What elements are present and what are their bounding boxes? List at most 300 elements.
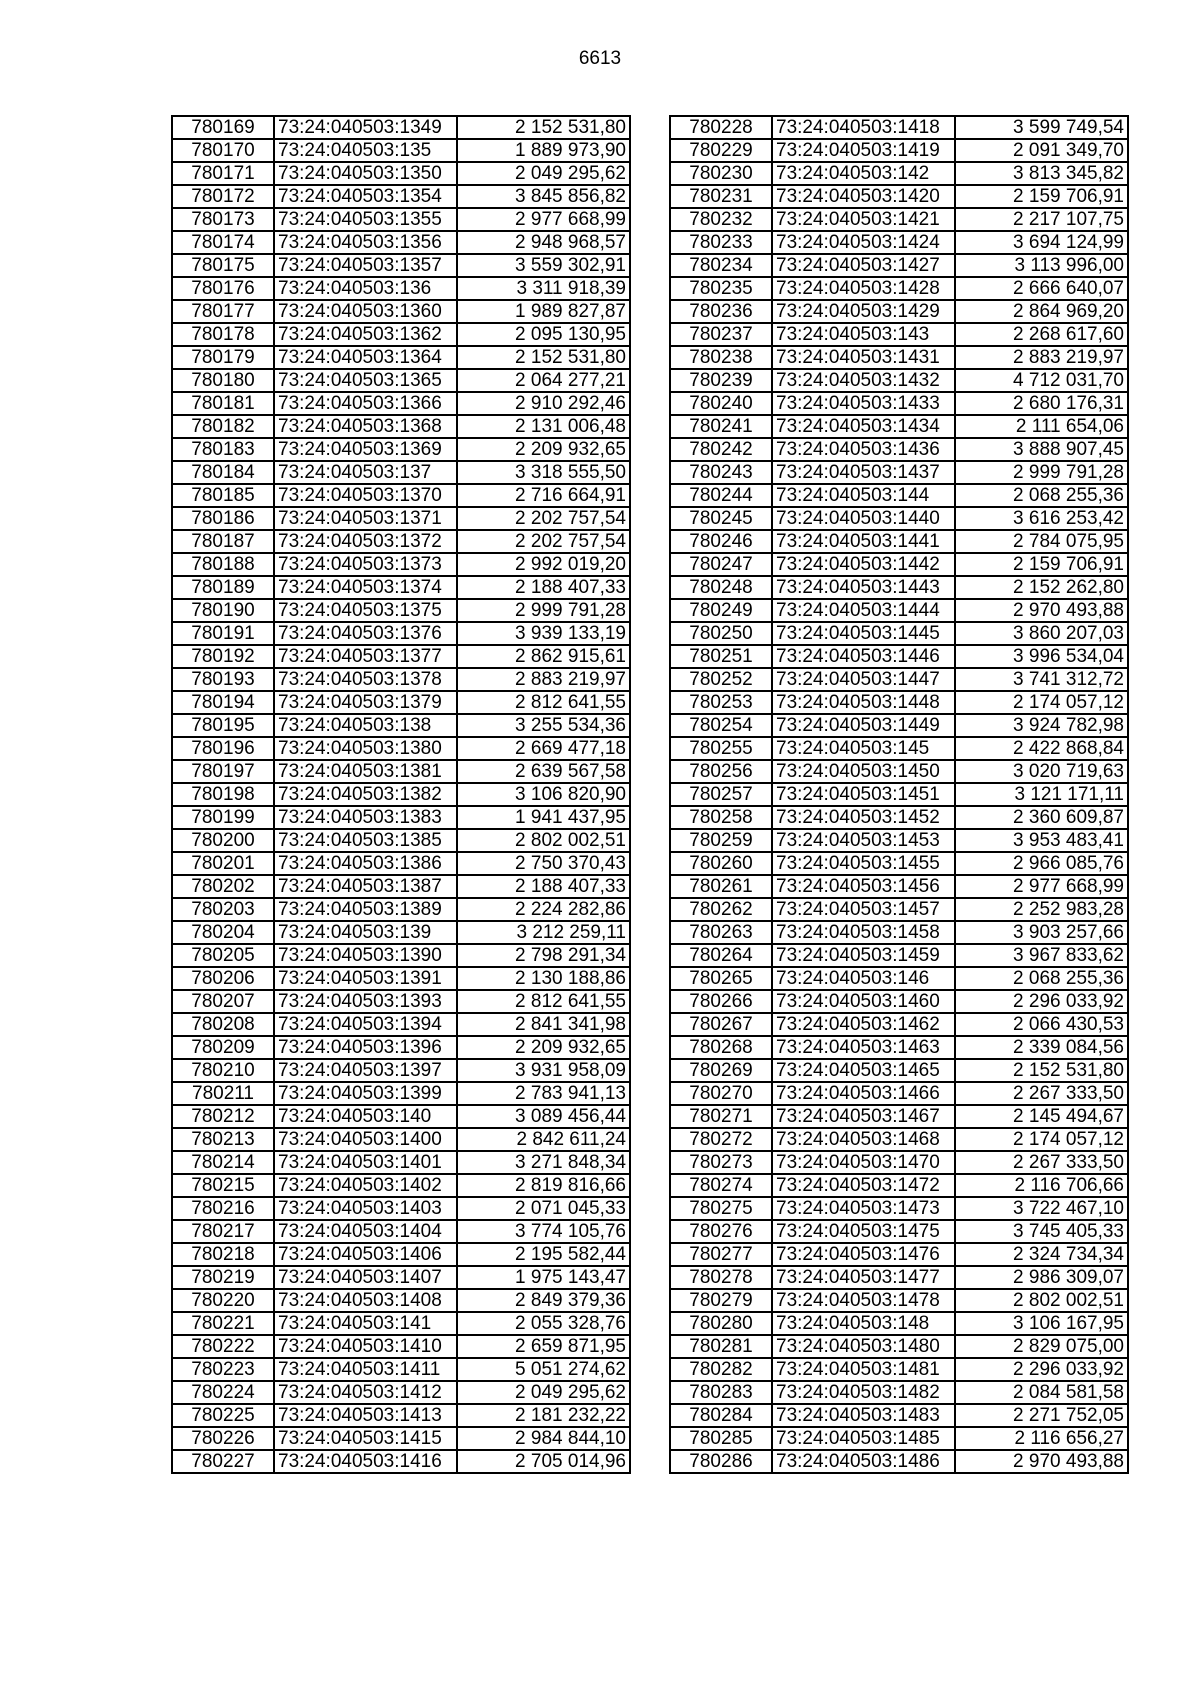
table-row (670, 1013, 1128, 1036)
table-row (670, 1266, 1128, 1289)
table-row (172, 346, 630, 369)
value-cell: 3 953 483,41 (955, 829, 1128, 852)
table-row (670, 415, 1128, 438)
table-row (670, 645, 1128, 668)
cadastral-number-cell: 73:24:040503:135 (274, 139, 457, 162)
cadastral-number-cell: 73:24:040503:1380 (274, 737, 457, 760)
cadastral-number-cell: 73:24:040503:137 (274, 461, 457, 484)
row-number-cell: 780179 (172, 346, 274, 369)
value-cell: 3 722 467,10 (955, 1197, 1128, 1220)
row-number-cell: 780235 (670, 277, 772, 300)
cadastral-number-cell: 73:24:040503:1455 (772, 852, 955, 875)
row-number-cell: 780216 (172, 1197, 274, 1220)
table-row (670, 1427, 1128, 1450)
row-number-cell: 780182 (172, 415, 274, 438)
value-cell: 2 188 407,33 (457, 875, 630, 898)
value-cell: 2 999 791,28 (457, 599, 630, 622)
row-number-cell: 780285 (670, 1427, 772, 1450)
row-number-cell: 780202 (172, 875, 274, 898)
value-cell: 2 296 033,92 (955, 1358, 1128, 1381)
cadastral-number-cell: 73:24:040503:1368 (274, 415, 457, 438)
cadastral-number-cell: 73:24:040503:1459 (772, 944, 955, 967)
value-cell: 3 931 958,09 (457, 1059, 630, 1082)
value-cell: 3 996 534,04 (955, 645, 1128, 668)
row-number-cell: 780231 (670, 185, 772, 208)
value-cell: 2 360 609,87 (955, 806, 1128, 829)
value-cell: 1 941 437,95 (457, 806, 630, 829)
value-cell: 2 130 188,86 (457, 967, 630, 990)
row-number-cell: 780270 (670, 1082, 772, 1105)
cadastral-number-cell: 73:24:040503:141 (274, 1312, 457, 1335)
cadastral-number-cell: 73:24:040503:1446 (772, 645, 955, 668)
value-cell: 2 209 932,65 (457, 1036, 630, 1059)
value-cell: 3 106 820,90 (457, 783, 630, 806)
cadastral-number-cell: 73:24:040503:1393 (274, 990, 457, 1013)
cadastral-number-cell: 73:24:040503:1456 (772, 875, 955, 898)
table-row (172, 1404, 630, 1427)
value-cell: 2 091 349,70 (955, 139, 1128, 162)
table-row (172, 1266, 630, 1289)
table-row (670, 829, 1128, 852)
value-cell: 3 121 171,11 (955, 783, 1128, 806)
value-cell: 2 152 262,80 (955, 576, 1128, 599)
row-number-cell: 780189 (172, 576, 274, 599)
row-number-cell: 780183 (172, 438, 274, 461)
cadastral-number-cell: 73:24:040503:1447 (772, 668, 955, 691)
value-cell: 2 883 219,97 (457, 668, 630, 691)
row-number-cell: 780257 (670, 783, 772, 806)
cadastral-number-cell: 73:24:040503:1436 (772, 438, 955, 461)
row-number-cell: 780265 (670, 967, 772, 990)
row-number-cell: 780211 (172, 1082, 274, 1105)
row-number-cell: 780229 (670, 139, 772, 162)
row-number-cell: 780220 (172, 1289, 274, 1312)
row-number-cell: 780192 (172, 645, 274, 668)
value-cell: 2 202 757,54 (457, 530, 630, 553)
row-number-cell: 780268 (670, 1036, 772, 1059)
row-number-cell: 780271 (670, 1105, 772, 1128)
cadastral-number-cell: 73:24:040503:1421 (772, 208, 955, 231)
cadastral-number-cell: 73:24:040503:1383 (274, 806, 457, 829)
row-number-cell: 780281 (670, 1335, 772, 1358)
table-row (670, 438, 1128, 461)
value-cell: 4 712 031,70 (955, 369, 1128, 392)
row-number-cell: 780286 (670, 1450, 772, 1473)
cadastral-number-cell: 73:24:040503:1434 (772, 415, 955, 438)
value-cell: 2 095 130,95 (457, 323, 630, 346)
cadastral-number-cell: 73:24:040503:1441 (772, 530, 955, 553)
value-cell: 2 271 752,05 (955, 1404, 1128, 1427)
row-number-cell: 780193 (172, 668, 274, 691)
table-row (670, 898, 1128, 921)
value-cell: 3 311 918,39 (457, 277, 630, 300)
table-row (670, 1151, 1128, 1174)
table-row (670, 277, 1128, 300)
value-cell: 2 188 407,33 (457, 576, 630, 599)
row-number-cell: 780233 (670, 231, 772, 254)
value-cell: 2 984 844,10 (457, 1427, 630, 1450)
row-number-cell: 780261 (670, 875, 772, 898)
value-cell: 2 145 494,67 (955, 1105, 1128, 1128)
value-cell: 2 152 531,80 (955, 1059, 1128, 1082)
value-cell: 2 152 531,80 (457, 346, 630, 369)
table-row (172, 921, 630, 944)
cadastral-number-cell: 73:24:040503:1466 (772, 1082, 955, 1105)
cadastral-number-cell: 73:24:040503:1411 (274, 1358, 457, 1381)
value-cell: 2 849 379,36 (457, 1289, 630, 1312)
cadastral-number-cell: 73:24:040503:1416 (274, 1450, 457, 1473)
table-row (670, 461, 1128, 484)
cadastral-number-cell: 73:24:040503:1385 (274, 829, 457, 852)
table-row (172, 829, 630, 852)
row-number-cell: 780201 (172, 852, 274, 875)
row-number-cell: 780176 (172, 277, 274, 300)
value-cell: 2 750 370,43 (457, 852, 630, 875)
table-row (172, 944, 630, 967)
table-row (670, 1381, 1128, 1404)
table-row (670, 714, 1128, 737)
row-number-cell: 780262 (670, 898, 772, 921)
value-cell: 2 068 255,36 (955, 967, 1128, 990)
table-row (172, 1059, 630, 1082)
table-row (670, 760, 1128, 783)
row-number-cell: 780222 (172, 1335, 274, 1358)
value-cell: 2 195 582,44 (457, 1243, 630, 1266)
row-number-cell: 780205 (172, 944, 274, 967)
table-row (172, 599, 630, 622)
row-number-cell: 780215 (172, 1174, 274, 1197)
cadastral-number-cell: 73:24:040503:1477 (772, 1266, 955, 1289)
row-number-cell: 780217 (172, 1220, 274, 1243)
value-cell: 2 152 531,80 (457, 116, 630, 139)
value-cell: 2 071 045,33 (457, 1197, 630, 1220)
table-row (670, 208, 1128, 231)
row-number-cell: 780195 (172, 714, 274, 737)
cadastral-number-cell: 73:24:040503:1378 (274, 668, 457, 691)
row-number-cell: 780283 (670, 1381, 772, 1404)
table-row (670, 990, 1128, 1013)
value-cell: 1 989 827,87 (457, 300, 630, 323)
value-cell: 3 967 833,62 (955, 944, 1128, 967)
cadastral-number-cell: 73:24:040503:145 (772, 737, 955, 760)
row-number-cell: 780259 (670, 829, 772, 852)
table-row (670, 1174, 1128, 1197)
row-number-cell: 780197 (172, 760, 274, 783)
cadastral-number-cell: 73:24:040503:1433 (772, 392, 955, 415)
cadastral-number-cell: 73:24:040503:1470 (772, 1151, 955, 1174)
cadastral-number-cell: 73:24:040503:136 (274, 277, 457, 300)
value-cell: 2 819 816,66 (457, 1174, 630, 1197)
value-cell: 2 977 668,99 (955, 875, 1128, 898)
value-cell: 3 113 996,00 (955, 254, 1128, 277)
cadastral-number-cell: 73:24:040503:1377 (274, 645, 457, 668)
page-number: 6613 (578, 48, 622, 69)
cadastral-number-cell: 73:24:040503:1399 (274, 1082, 457, 1105)
table-row (670, 806, 1128, 829)
cadastral-number-cell: 73:24:040503:143 (772, 323, 955, 346)
value-cell: 2 339 084,56 (955, 1036, 1128, 1059)
table-row (670, 254, 1128, 277)
row-number-cell: 780212 (172, 1105, 274, 1128)
cadastral-number-cell: 73:24:040503:1485 (772, 1427, 955, 1450)
row-number-cell: 780180 (172, 369, 274, 392)
table-row (172, 1358, 630, 1381)
value-cell: 2 802 002,51 (955, 1289, 1128, 1312)
cadastral-number-cell: 73:24:040503:146 (772, 967, 955, 990)
cadastral-number-cell: 73:24:040503:1406 (274, 1243, 457, 1266)
row-number-cell: 780206 (172, 967, 274, 990)
row-number-cell: 780181 (172, 392, 274, 415)
table-row (172, 806, 630, 829)
cadastral-number-cell: 73:24:040503:1404 (274, 1220, 457, 1243)
value-cell: 2 296 033,92 (955, 990, 1128, 1013)
cadastral-number-cell: 73:24:040503:1467 (772, 1105, 955, 1128)
row-number-cell: 780174 (172, 231, 274, 254)
cadastral-number-cell: 73:24:040503:1475 (772, 1220, 955, 1243)
row-number-cell: 780244 (670, 484, 772, 507)
table-row (670, 346, 1128, 369)
cadastral-number-cell: 73:24:040503:1370 (274, 484, 457, 507)
table-row (172, 1082, 630, 1105)
value-cell: 2 224 282,86 (457, 898, 630, 921)
cadastral-number-cell: 73:24:040503:1410 (274, 1335, 457, 1358)
table-row (670, 875, 1128, 898)
table-row (670, 576, 1128, 599)
cadastral-number-cell: 73:24:040503:1372 (274, 530, 457, 553)
cadastral-number-cell: 73:24:040503:1366 (274, 392, 457, 415)
row-number-cell: 780210 (172, 1059, 274, 1082)
cadastral-number-cell: 73:24:040503:1473 (772, 1197, 955, 1220)
table-row (670, 507, 1128, 530)
value-cell: 2 862 915,61 (457, 645, 630, 668)
value-cell: 2 783 941,13 (457, 1082, 630, 1105)
table-row (172, 392, 630, 415)
value-cell: 2 268 617,60 (955, 323, 1128, 346)
row-number-cell: 780267 (670, 1013, 772, 1036)
table-row (172, 1151, 630, 1174)
table-row (670, 1059, 1128, 1082)
row-number-cell: 780256 (670, 760, 772, 783)
value-cell: 2 784 075,95 (955, 530, 1128, 553)
value-cell: 2 669 477,18 (457, 737, 630, 760)
row-number-cell: 780203 (172, 898, 274, 921)
value-cell: 3 741 312,72 (955, 668, 1128, 691)
cadastral-number-cell: 73:24:040503:1429 (772, 300, 955, 323)
row-number-cell: 780198 (172, 783, 274, 806)
table-row (172, 714, 630, 737)
cadastral-number-cell: 73:24:040503:1400 (274, 1128, 457, 1151)
row-number-cell: 780228 (670, 116, 772, 139)
table-row (172, 852, 630, 875)
row-number-cell: 780227 (172, 1450, 274, 1473)
row-number-cell: 780252 (670, 668, 772, 691)
row-number-cell: 780253 (670, 691, 772, 714)
table-row (670, 921, 1128, 944)
cadastral-number-cell: 73:24:040503:1412 (274, 1381, 457, 1404)
cadastral-number-cell: 73:24:040503:1402 (274, 1174, 457, 1197)
cadastral-number-cell: 73:24:040503:144 (772, 484, 955, 507)
row-number-cell: 780269 (670, 1059, 772, 1082)
cadastral-number-cell: 73:24:040503:1391 (274, 967, 457, 990)
cadastral-number-cell: 73:24:040503:148 (772, 1312, 955, 1335)
value-cell: 3 106 167,95 (955, 1312, 1128, 1335)
table-row (172, 1036, 630, 1059)
value-cell: 3 903 257,66 (955, 921, 1128, 944)
row-number-cell: 780238 (670, 346, 772, 369)
table-row (670, 668, 1128, 691)
row-number-cell: 780199 (172, 806, 274, 829)
row-number-cell: 780275 (670, 1197, 772, 1220)
table-row (172, 1013, 630, 1036)
value-cell: 2 966 085,76 (955, 852, 1128, 875)
table-row (172, 254, 630, 277)
row-number-cell: 780284 (670, 1404, 772, 1427)
table-row (670, 323, 1128, 346)
row-number-cell: 780173 (172, 208, 274, 231)
cadastral-number-cell: 73:24:040503:1375 (274, 599, 457, 622)
table-row (670, 967, 1128, 990)
cadastral-number-cell: 73:24:040503:1457 (772, 898, 955, 921)
cadastral-number-cell: 73:24:040503:140 (274, 1105, 457, 1128)
cadastral-number-cell: 73:24:040503:1369 (274, 438, 457, 461)
value-cell: 2 116 706,66 (955, 1174, 1128, 1197)
row-number-cell: 780225 (172, 1404, 274, 1427)
cadastral-number-cell: 73:24:040503:1403 (274, 1197, 457, 1220)
value-cell: 2 948 968,57 (457, 231, 630, 254)
row-number-cell: 780239 (670, 369, 772, 392)
value-cell: 3 888 907,45 (955, 438, 1128, 461)
value-cell: 2 639 567,58 (457, 760, 630, 783)
value-cell: 2 812 641,55 (457, 691, 630, 714)
cadastral-number-cell: 73:24:040503:1362 (274, 323, 457, 346)
value-cell: 2 116 656,27 (955, 1427, 1128, 1450)
cadastral-number-cell: 73:24:040503:142 (772, 162, 955, 185)
value-cell: 2 064 277,21 (457, 369, 630, 392)
table-row (172, 898, 630, 921)
cadastral-number-cell: 73:24:040503:1355 (274, 208, 457, 231)
cadastral-number-cell: 73:24:040503:1465 (772, 1059, 955, 1082)
row-number-cell: 780178 (172, 323, 274, 346)
table-row (670, 530, 1128, 553)
row-number-cell: 780190 (172, 599, 274, 622)
value-cell: 3 271 848,34 (457, 1151, 630, 1174)
value-cell: 2 812 641,55 (457, 990, 630, 1013)
value-cell: 2 422 868,84 (955, 737, 1128, 760)
cadastral-number-cell: 73:24:040503:1389 (274, 898, 457, 921)
cadastral-number-cell: 73:24:040503:1396 (274, 1036, 457, 1059)
value-cell: 2 970 493,88 (955, 599, 1128, 622)
row-number-cell: 780177 (172, 300, 274, 323)
table-row (670, 737, 1128, 760)
row-number-cell: 780241 (670, 415, 772, 438)
table-row (172, 1312, 630, 1335)
table-row (670, 1358, 1128, 1381)
table-row (172, 668, 630, 691)
table-row (172, 323, 630, 346)
row-number-cell: 780204 (172, 921, 274, 944)
value-cell: 2 267 333,50 (955, 1151, 1128, 1174)
table-row (670, 369, 1128, 392)
value-cell: 2 202 757,54 (457, 507, 630, 530)
row-number-cell: 780240 (670, 392, 772, 415)
value-cell: 2 716 664,91 (457, 484, 630, 507)
row-number-cell: 780175 (172, 254, 274, 277)
table-row (670, 231, 1128, 254)
table-row (172, 737, 630, 760)
table-row (172, 461, 630, 484)
table-row (172, 990, 630, 1013)
value-cell: 2 181 232,22 (457, 1404, 630, 1427)
table-row (670, 1128, 1128, 1151)
cadastral-number-cell: 73:24:040503:1401 (274, 1151, 457, 1174)
value-cell: 2 174 057,12 (955, 1128, 1128, 1151)
value-cell: 3 939 133,19 (457, 622, 630, 645)
value-cell: 3 924 782,98 (955, 714, 1128, 737)
row-number-cell: 780277 (670, 1243, 772, 1266)
cadastral-number-cell: 73:24:040503:1450 (772, 760, 955, 783)
table-row (172, 162, 630, 185)
value-cell: 2 841 341,98 (457, 1013, 630, 1036)
cadastral-number-cell: 73:24:040503:1453 (772, 829, 955, 852)
table-row (670, 691, 1128, 714)
cadastral-number-cell: 73:24:040503:1451 (772, 783, 955, 806)
value-cell: 1 975 143,47 (457, 1266, 630, 1289)
row-number-cell: 780223 (172, 1358, 274, 1381)
table-row (670, 484, 1128, 507)
cadastral-number-cell: 73:24:040503:1452 (772, 806, 955, 829)
row-number-cell: 780237 (670, 323, 772, 346)
value-cell: 2 829 075,00 (955, 1335, 1128, 1358)
row-number-cell: 780251 (670, 645, 772, 668)
value-cell: 5 051 274,62 (457, 1358, 630, 1381)
table-row (670, 392, 1128, 415)
cadastral-number-cell: 73:24:040503:1415 (274, 1427, 457, 1450)
value-cell: 2 999 791,28 (955, 461, 1128, 484)
table-row (670, 944, 1128, 967)
row-number-cell: 780172 (172, 185, 274, 208)
value-cell: 2 209 932,65 (457, 438, 630, 461)
cadastral-number-cell: 73:24:040503:1387 (274, 875, 457, 898)
row-number-cell: 780255 (670, 737, 772, 760)
table-row (172, 438, 630, 461)
table-row (670, 852, 1128, 875)
row-number-cell: 780196 (172, 737, 274, 760)
table-row (172, 139, 630, 162)
cadastral-number-cell: 73:24:040503:1449 (772, 714, 955, 737)
table-row (670, 1450, 1128, 1473)
row-number-cell: 780243 (670, 461, 772, 484)
table-row (172, 1427, 630, 1450)
row-number-cell: 780208 (172, 1013, 274, 1036)
value-cell: 3 318 555,50 (457, 461, 630, 484)
cadastral-table-left (171, 115, 631, 1474)
cadastral-number-cell: 73:24:040503:1356 (274, 231, 457, 254)
table-body (172, 116, 630, 1473)
cadastral-number-cell: 73:24:040503:1458 (772, 921, 955, 944)
table-row (670, 162, 1128, 185)
value-cell: 2 992 019,20 (457, 553, 630, 576)
value-cell: 2 986 309,07 (955, 1266, 1128, 1289)
value-cell: 2 131 006,48 (457, 415, 630, 438)
value-cell: 2 659 871,95 (457, 1335, 630, 1358)
table-row (670, 185, 1128, 208)
cadastral-number-cell: 73:24:040503:1462 (772, 1013, 955, 1036)
table-row (172, 300, 630, 323)
table-row (670, 1312, 1128, 1335)
table-row (172, 553, 630, 576)
value-cell: 2 084 581,58 (955, 1381, 1128, 1404)
cadastral-number-cell: 73:24:040503:1478 (772, 1289, 955, 1312)
